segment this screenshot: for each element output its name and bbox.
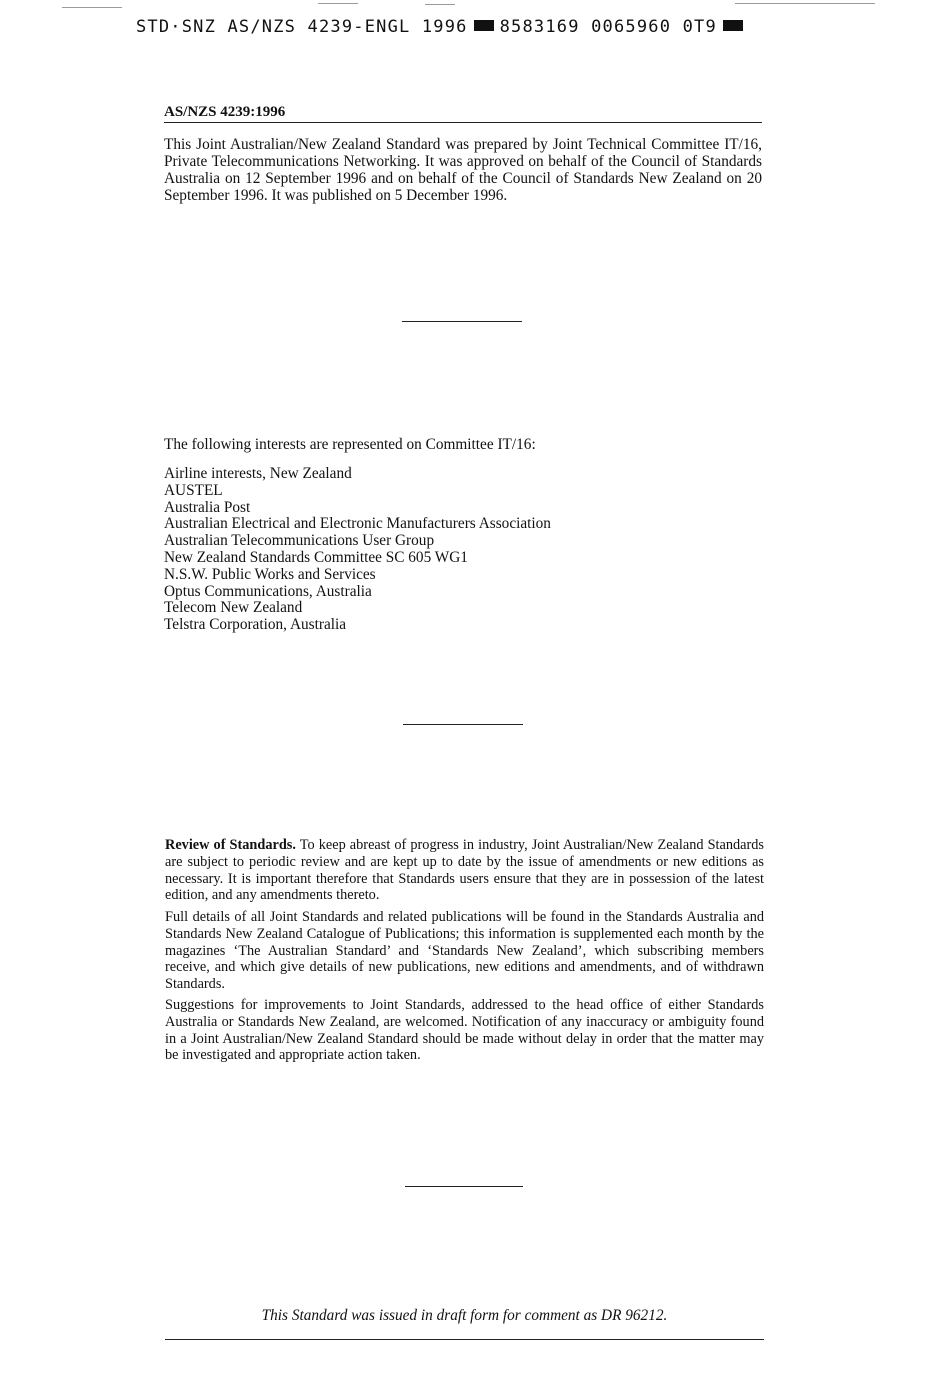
list-item: New Zealand Standards Committee SC 605 WG1 — [164, 548, 468, 566]
list-item: Telstra Corporation, Australia — [164, 616, 347, 634]
suggestions-paragraph: Suggestions for improvements to Joint Standards, addressed to the head office of either Standards Australia or Standards New Zealand, are welcomed. Notification of any inaccuracy or ambiguity found in a Joint Australian/New Zealand Standard should be made without delay in order that the matter may be investigated and appropriate action taken. — [165, 997, 764, 1064]
title-rule — [164, 122, 762, 123]
document-id-line — [136, 17, 796, 37]
block-mark — [474, 20, 494, 31]
document-code: STD·SNZ AS/NZS 4239-ENGL 1996 — [136, 17, 468, 37]
list-item: Airline interests, New Zealand — [164, 465, 352, 482]
scan-artifact-line — [425, 4, 455, 5]
standard-title: AS/NZS 4239:1996 — [164, 104, 286, 120]
list-item: AUSTEL — [164, 481, 223, 499]
catalogue-paragraph: Full details of all Joint Standards and related publications will be found in the Standards Australia and Standards New Zealand Catalogue of Publications; this information is supplemented each month by the magazines ‘The Australian Standard’ and ‘Standards New Zealand’, which subscribing members receive, and which give details of new publications, new editions and amendments, and of withdrawn Standards. — [165, 909, 764, 993]
list-item: Optus Communications, Australia — [164, 582, 372, 600]
scan-artifact-line — [318, 3, 358, 4]
scan-artifact-line — [735, 3, 875, 4]
committee-intro: The following interests are represented on Committee IT/16: — [164, 436, 536, 453]
intro-paragraph: This Joint Australian/New Zealand Standard was prepared by Joint Technical Committee IT/16, Private Telecommunications Networking. It was approved on behalf of the Council of Standards Australia on 12 September 1996 and on behalf of the Council of Standards New Zealand on 20 September 1996. It was published on 5 December 1996. — [164, 136, 762, 204]
section-divider — [402, 321, 522, 322]
block-mark — [723, 20, 743, 31]
interests-list — [164, 466, 551, 634]
list-item: N.S.W. Public Works and Services — [164, 565, 376, 583]
list-item: Australian Electrical and Electronic Manufacturers Association — [164, 515, 551, 533]
barcode-number: 8583169 0065960 0T9 — [499, 17, 717, 37]
section-divider — [405, 1186, 523, 1187]
review-heading: Review of Standards. — [165, 837, 296, 853]
list-item: Australian Telecommunications User Group — [164, 532, 435, 550]
section-divider — [403, 724, 523, 725]
draft-note: This Standard was issued in draft form for comment as DR 96212. — [261, 1307, 668, 1324]
scan-artifact-line — [62, 7, 122, 8]
list-item: Telecom New Zealand — [164, 599, 303, 617]
review-paragraph — [165, 837, 764, 904]
list-item: Australia Post — [164, 498, 251, 516]
review-body: To keep abreast of progress in industry, Joint Australian/New Zealand Standards are subject to periodic review and are kept up to date by the issue of amendments or new editions as necessary. It is important therefore that Standards users ensure that they are in possession of the latest edition, and any amendments thereto. — [165, 837, 764, 904]
footer-rule — [165, 1339, 764, 1340]
